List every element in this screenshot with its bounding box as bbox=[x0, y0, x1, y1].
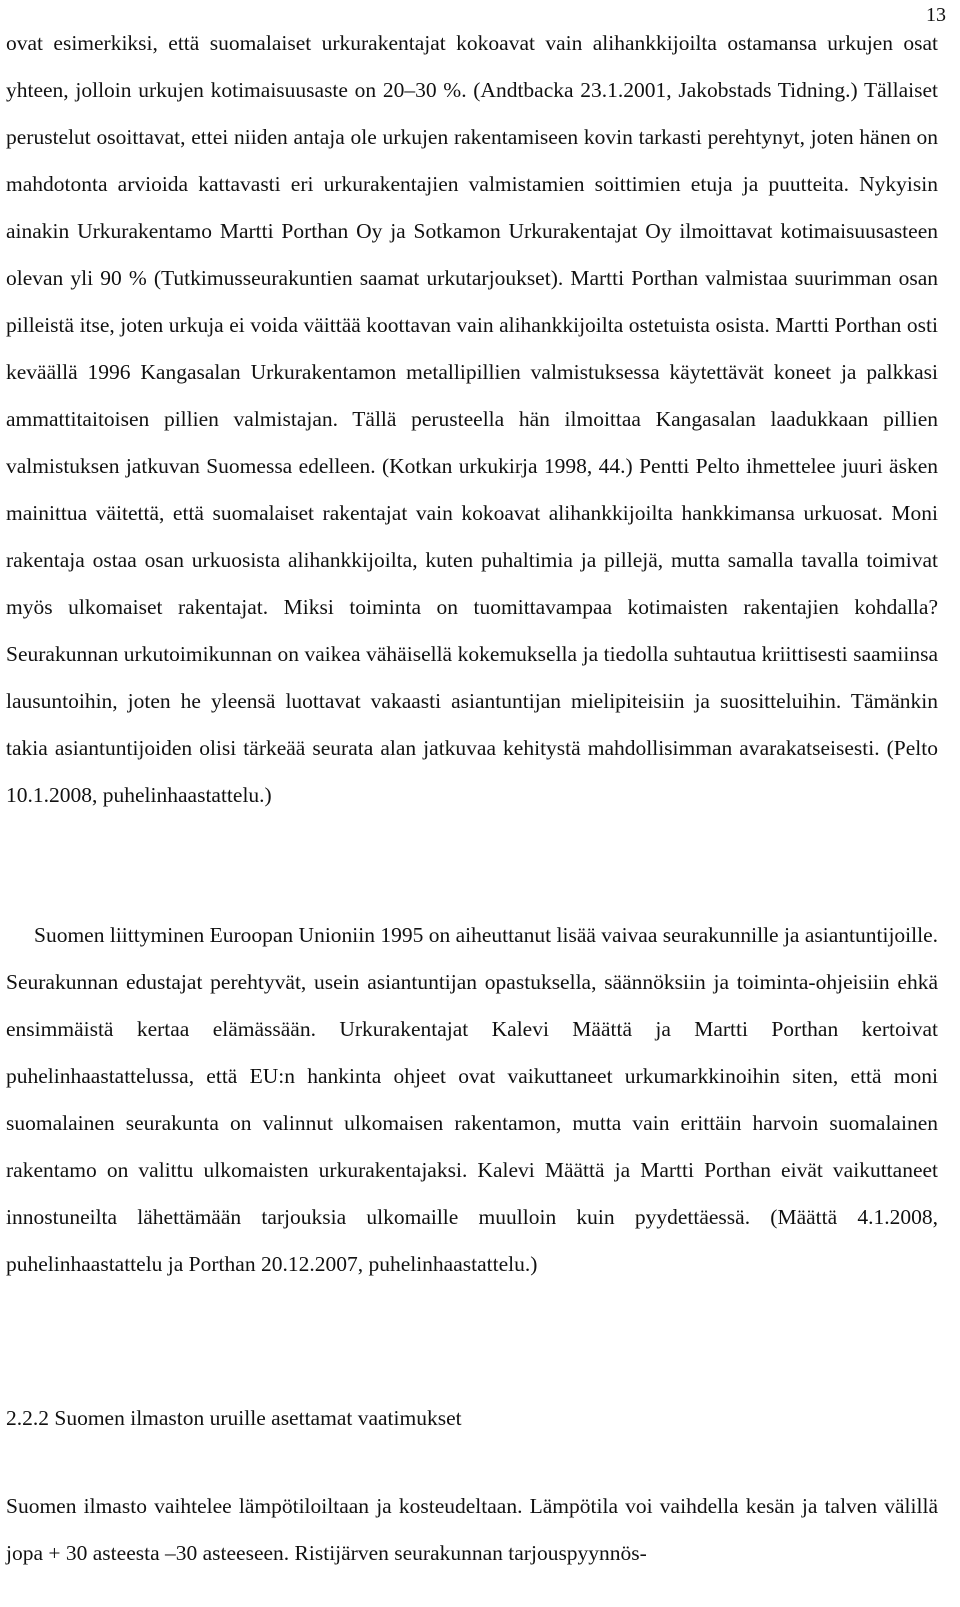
section-heading: 2.2.2 Suomen ilmaston uruille asettamat vaatimukset bbox=[6, 1406, 462, 1430]
page-number: 13 bbox=[926, 4, 946, 26]
body-paragraph-2: Suomen liittyminen Euroopan Unioniin 1995 on aiheuttanut lisää vaivaa seurakunnille ja asiantuntijoille. Seurakunnan edustajat perehtyvät, usein asiantuntijan opastuksella, säännöksiin ja toiminta-ohjeisiin ehkä ensimmäistä kertaa elämässään. Urkurakentajat Kalevi Määttä ja Martti Porthan kertoivat puhelinhaastattelussa, että EU:n hankinta ohjeet ovat vaikuttaneet urkumarkkinoihin siten, että moni suomalainen seurakunta on valinnut ulkomaisen rakentamon, mutta vain erittäin harvoin suomalainen rakentamo on valittu ulkomaisten urkurakentajaksi. Kalevi Määttä ja Martti Porthan eivät vaikuttaneet innostuneilta lähettämään tarjouksia ulkomaille muulloin kuin pyydettäessä. (Määttä 4.1.2008, puhelinhaastattelu ja Porthan 20.12.2007, puhelinhaastattelu.) bbox=[6, 923, 939, 1276]
body-paragraph-1: ovat esimerkiksi, että suomalaiset urkurakentajat kokoavat vain alihankkijoilta ostamansa urkujen osat yhteen, jolloin urkujen kotimaisuusaste on 20–30 %. (Andtbacka 23.1.2001, Jakobstads Tidning.) Tällaiset perustelut osoittavat, ettei niiden antaja ole urkujen rakentamiseen kovin tarkasti perehtynyt, joten hänen on mahdotonta arvioida kattavasti eri urkurakentajien valmistamien soittimien etuja ja puutteita. Nykyisin ainakin Urkurakentamo Martti Porthan Oy ja Sotkamon Urkurakentajat Oy ilmoittavat kotimaisuusasteen olevan yli 90 % (Tutkimusseurakuntien saamat urkutarjoukset). Martti Porthan valmistaa suurimman osan pilleistä itse, joten urkuja ei voida väittää koottavan vain alihankkijoilta ostetuista osista. Martti Porthan osti keväällä 1996 Kangasalan Urkurakentamon metallipillien valmistuksessa käytettävät koneet ja palkkasi ammattitaitoisen pillien valmistajan. Tällä perusteella hän ilmoittaa Kangasalan laadukkaan pillien valmistuksen jatkuvan Suomessa edelleen. (Kotkan urkukirja 1998, 44.) Pentti Pelto ihmettelee juuri äsken mainittua väitettä, että suomalaiset rakentajat vain kokoavat alihankkijoilta hankkimansa urkuosat. Moni rakentaja ostaa osan urkuosista alihankkijoilta, kuten puhaltimia ja pillejä, mutta samalla tavalla toimivat myös ulkomaiset rakentajat. Miksi toiminta on tuomittavampaa kotimaisten rakentajien kohdalla? Seurakunnan urkutoimikunnan on vaikea vähäisellä kokemuksella ja tiedolla suhtautua kriittisesti saamiinsa lausuntoihin, joten he yleensä luottavat vakaasti asiantuntijan mielipiteisiin ja suositteluihin. Tämänkin takia asiantuntijoiden olisi tärkeää seurata alan jatkuvaa kehitystä mahdollisimman avarakatseisesti. (Pelto 10.1.2008, puhelinhaastattelu.) bbox=[6, 31, 938, 807]
body-paragraph-3: Suomen ilmasto vaihtelee lämpötiloiltaan ja kosteudeltaan. Lämpötila voi vaihdella kesän ja talven välillä jopa + 30 asteesta –30 asteeseen. Ristijärven seurakunnan tarjouspyynnös- bbox=[6, 1494, 938, 1565]
